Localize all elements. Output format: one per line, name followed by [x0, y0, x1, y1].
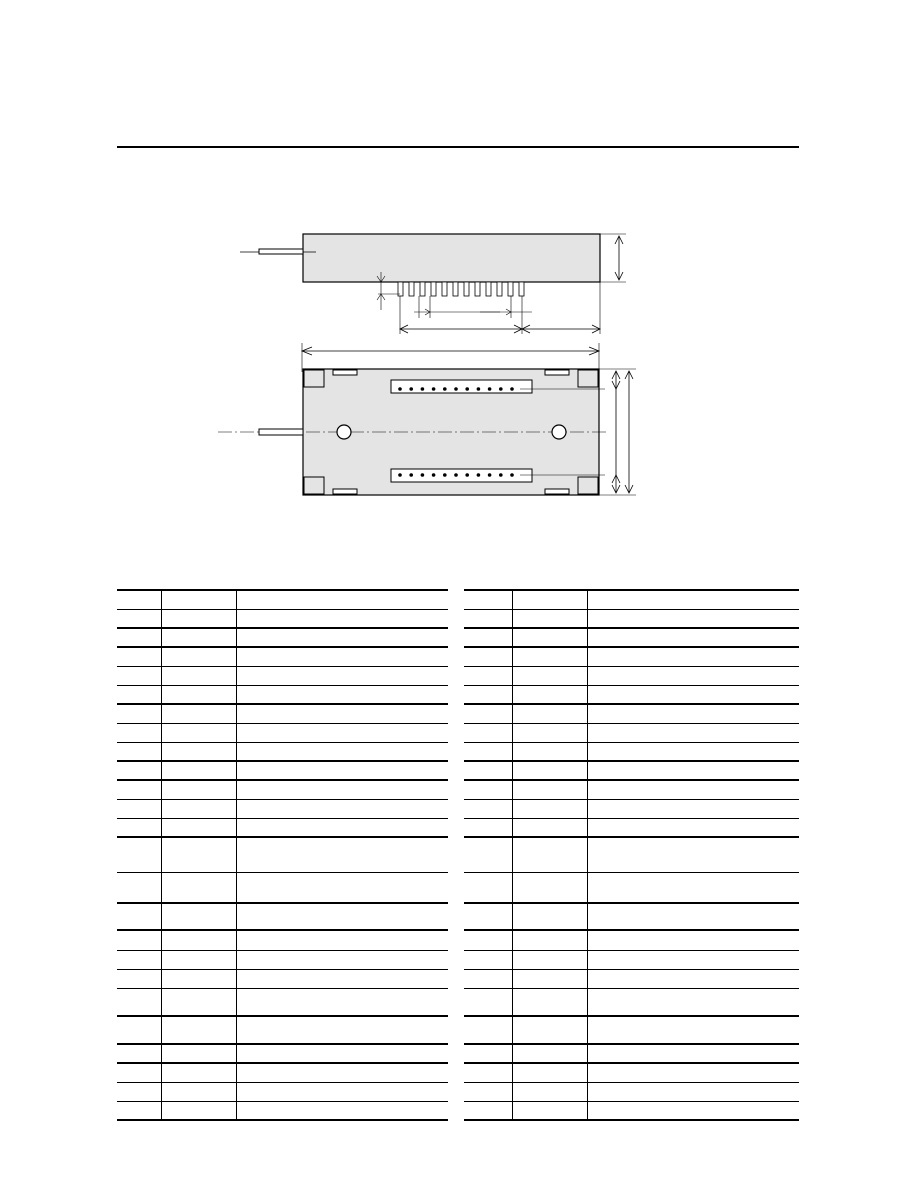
- pin-dot-upper: [499, 387, 503, 391]
- table-row: [464, 666, 799, 685]
- table-row: [117, 761, 448, 780]
- table-cell: [587, 1044, 799, 1063]
- table-row: [464, 780, 799, 799]
- table-cell: [464, 969, 512, 988]
- pin-dot-upper: [421, 387, 425, 391]
- table-row: [464, 685, 799, 704]
- table-cell: [587, 799, 799, 818]
- table-cell: [117, 818, 161, 837]
- pin-dot-upper: [488, 387, 492, 391]
- table-cell: [117, 799, 161, 818]
- table-cell: [587, 1082, 799, 1101]
- table-cell: [587, 872, 799, 903]
- table-cell: [464, 988, 512, 1016]
- table-cell: [236, 628, 448, 647]
- table-cell: [117, 837, 161, 872]
- table-cell: [512, 780, 587, 799]
- table-row: [117, 742, 448, 761]
- table-cell: [236, 1082, 448, 1101]
- table-row: [117, 969, 448, 988]
- table-row: [464, 903, 799, 930]
- table-cell: [161, 969, 236, 988]
- table-row: [117, 837, 448, 872]
- table-cell: [236, 969, 448, 988]
- table-cell: [464, 742, 512, 761]
- table-cell: [236, 872, 448, 903]
- table-cell: [161, 647, 236, 666]
- table-row: [117, 988, 448, 1016]
- table-cell: [236, 780, 448, 799]
- table-cell: [161, 780, 236, 799]
- table-row: [117, 666, 448, 685]
- table-cell: [236, 1016, 448, 1044]
- table-cell: [464, 761, 512, 780]
- table-cell: [117, 685, 161, 704]
- table-cell: [587, 1063, 799, 1082]
- table-row: [464, 742, 799, 761]
- table-row: [464, 1101, 799, 1120]
- table-cell: [512, 903, 587, 930]
- table-row: [464, 818, 799, 837]
- table-row: [117, 723, 448, 742]
- table-cell: [117, 903, 161, 930]
- table-cell: [117, 969, 161, 988]
- table-cell: [512, 1082, 587, 1101]
- table-cell: [464, 628, 512, 647]
- table-cell: [587, 1101, 799, 1120]
- table-cell: [117, 1082, 161, 1101]
- corner-pad-tl: [304, 370, 324, 387]
- table-cell: [161, 685, 236, 704]
- table-cell: [587, 903, 799, 930]
- side-pin: [519, 282, 524, 296]
- table-cell: [512, 761, 587, 780]
- edge-tab-tl: [333, 370, 357, 375]
- table-cell: [236, 609, 448, 628]
- pin-dot-upper: [398, 387, 402, 391]
- table-cell: [512, 609, 587, 628]
- table-cell: [587, 704, 799, 723]
- side-pin: [453, 282, 458, 296]
- table-cell: [161, 903, 236, 930]
- table-row: [464, 704, 799, 723]
- table-cell: [512, 704, 587, 723]
- table-cell: [512, 930, 587, 950]
- table-cell: [587, 1016, 799, 1044]
- table-cell: [161, 872, 236, 903]
- side-pin: [464, 282, 469, 296]
- table-cell: [587, 647, 799, 666]
- table-cell: [117, 761, 161, 780]
- table-row: [464, 1082, 799, 1101]
- table-cell: [587, 723, 799, 742]
- pin-dot-upper: [432, 387, 436, 391]
- table-cell: [236, 837, 448, 872]
- table-row: [117, 818, 448, 837]
- table-cell: [512, 723, 587, 742]
- table-cell: [464, 872, 512, 903]
- table-cell: [236, 988, 448, 1016]
- table-cell: [236, 647, 448, 666]
- table-cell: [587, 609, 799, 628]
- table-cell: [236, 1101, 448, 1120]
- table-cell: [512, 818, 587, 837]
- table-cell: [512, 666, 587, 685]
- table-cell: [236, 903, 448, 930]
- table-cell: [587, 988, 799, 1016]
- table-cell: [117, 723, 161, 742]
- side-pin: [497, 282, 502, 296]
- table-cell: [117, 628, 161, 647]
- table-row: [464, 609, 799, 628]
- table-cell: [117, 988, 161, 1016]
- table-row: [117, 685, 448, 704]
- table-row: [464, 988, 799, 1016]
- table-cell: [464, 590, 512, 609]
- top-view: [218, 369, 636, 495]
- table-cell: [464, 903, 512, 930]
- table-row: [464, 1016, 799, 1044]
- table-cell: [587, 628, 799, 647]
- table-cell: [512, 837, 587, 872]
- table-row: [464, 1063, 799, 1082]
- side-pin: [409, 282, 414, 296]
- table-cell: [161, 950, 236, 969]
- pin-dot-upper: [510, 387, 514, 391]
- table-row: [464, 590, 799, 609]
- table-row: [117, 704, 448, 723]
- table-row: [464, 969, 799, 988]
- table-cell: [464, 799, 512, 818]
- table-row: [117, 780, 448, 799]
- table-cell: [464, 1063, 512, 1082]
- table-cell: [587, 666, 799, 685]
- table-cell: [236, 742, 448, 761]
- pin-dot-lower: [477, 473, 481, 477]
- table-cell: [464, 780, 512, 799]
- table-row: [464, 723, 799, 742]
- corner-pad-br: [578, 477, 598, 494]
- pin-dot-lower: [432, 473, 436, 477]
- table-cell: [464, 1044, 512, 1063]
- table-cell: [117, 872, 161, 903]
- table-cell: [464, 685, 512, 704]
- table-cell: [236, 799, 448, 818]
- side-pin: [508, 282, 513, 296]
- pin-dot-lower: [443, 473, 447, 477]
- table-row: [464, 1044, 799, 1063]
- table-cell: [512, 685, 587, 704]
- table-cell: [464, 704, 512, 723]
- table-row: [117, 590, 448, 609]
- table-cell: [512, 742, 587, 761]
- pin-dot-lower: [510, 473, 514, 477]
- table-cell: [512, 647, 587, 666]
- table-cell: [236, 723, 448, 742]
- table-cell: [161, 742, 236, 761]
- table-cell: [236, 818, 448, 837]
- side-lead: [259, 249, 303, 254]
- table-row: [117, 1101, 448, 1120]
- table-cell: [587, 761, 799, 780]
- table-cell: [512, 950, 587, 969]
- table-row: [117, 1044, 448, 1063]
- pin-dot-lower: [398, 473, 402, 477]
- table-cell: [587, 590, 799, 609]
- table-cell: [117, 1044, 161, 1063]
- table-cell: [161, 837, 236, 872]
- table-row: [117, 872, 448, 903]
- table-cell: [512, 1016, 587, 1044]
- corner-pad-bl: [304, 477, 324, 494]
- table-row: [117, 799, 448, 818]
- table-cell: [161, 818, 236, 837]
- table-cell: [117, 704, 161, 723]
- pin-dot-lower: [409, 473, 413, 477]
- table-cell: [117, 1016, 161, 1044]
- side-pin: [475, 282, 480, 296]
- table-cell: [464, 1101, 512, 1120]
- table-cell: [512, 628, 587, 647]
- table-cell: [587, 837, 799, 872]
- table-cell: [117, 742, 161, 761]
- table-row: [464, 872, 799, 903]
- table-row: [117, 628, 448, 647]
- table-cell: [236, 666, 448, 685]
- pin-table-left: [117, 589, 448, 1121]
- table-row: [464, 950, 799, 969]
- table-cell: [236, 685, 448, 704]
- table-cell: [464, 723, 512, 742]
- table-cell: [464, 930, 512, 950]
- corner-pad-tr: [578, 370, 598, 387]
- table-cell: [117, 950, 161, 969]
- table-cell: [161, 761, 236, 780]
- pin-dot-upper: [409, 387, 413, 391]
- table-row: [464, 799, 799, 818]
- table-cell: [236, 950, 448, 969]
- side-view: [240, 234, 626, 334]
- table-cell: [236, 1044, 448, 1063]
- table-cell: [161, 609, 236, 628]
- table-row: [117, 1063, 448, 1082]
- table-row: [117, 903, 448, 930]
- pin-dot-lower: [465, 473, 469, 477]
- table-row: [117, 930, 448, 950]
- table-cell: [161, 1082, 236, 1101]
- table-cell: [464, 837, 512, 872]
- table-cell: [161, 1101, 236, 1120]
- top-lead: [259, 429, 303, 435]
- table-cell: [587, 930, 799, 950]
- pin-dot-lower: [499, 473, 503, 477]
- table-row: [464, 647, 799, 666]
- edge-tab-bl: [333, 489, 357, 494]
- table-cell: [161, 704, 236, 723]
- mounting-hole-right: [552, 425, 566, 439]
- table-cell: [236, 761, 448, 780]
- table-cell: [117, 1101, 161, 1120]
- length-dimension: [302, 343, 599, 372]
- pin-dot-lower: [454, 473, 458, 477]
- table-row: [117, 1082, 448, 1101]
- table-cell: [161, 988, 236, 1016]
- side-pin: [431, 282, 436, 296]
- table-row: [117, 1016, 448, 1044]
- table-cell: [464, 1082, 512, 1101]
- table-cell: [161, 799, 236, 818]
- table-row: [117, 647, 448, 666]
- table-cell: [587, 950, 799, 969]
- table-cell: [236, 704, 448, 723]
- side-pin: [420, 282, 425, 296]
- pin-dot-upper: [454, 387, 458, 391]
- table-cell: [161, 930, 236, 950]
- table-cell: [161, 1016, 236, 1044]
- table-cell: [512, 1044, 587, 1063]
- pin-dot-lower: [488, 473, 492, 477]
- table-row: [464, 761, 799, 780]
- table-cell: [161, 1044, 236, 1063]
- table-cell: [117, 609, 161, 628]
- table-cell: [464, 1016, 512, 1044]
- table-cell: [161, 590, 236, 609]
- table-cell: [512, 872, 587, 903]
- table-cell: [161, 628, 236, 647]
- pin-dot-upper: [477, 387, 481, 391]
- table-cell: [236, 1063, 448, 1082]
- pin-table-right: [464, 589, 799, 1121]
- table-cell: [512, 1101, 587, 1120]
- side-pin: [442, 282, 447, 296]
- table-cell: [117, 930, 161, 950]
- table-cell: [512, 590, 587, 609]
- table-cell: [161, 1063, 236, 1082]
- table-cell: [117, 647, 161, 666]
- table-cell: [236, 930, 448, 950]
- table-cell: [587, 685, 799, 704]
- side-view-body: [303, 234, 600, 282]
- pin-dot-lower: [421, 473, 425, 477]
- table-cell: [161, 723, 236, 742]
- table-cell: [512, 988, 587, 1016]
- table-cell: [161, 666, 236, 685]
- table-row: [464, 628, 799, 647]
- table-cell: [117, 590, 161, 609]
- table-cell: [236, 590, 448, 609]
- table-cell: [117, 1063, 161, 1082]
- table-row: [117, 950, 448, 969]
- table-cell: [117, 666, 161, 685]
- mounting-hole-left: [337, 425, 351, 439]
- table-cell: [587, 969, 799, 988]
- side-pin: [486, 282, 491, 296]
- table-cell: [512, 969, 587, 988]
- edge-tab-tr: [545, 370, 569, 375]
- table-cell: [512, 799, 587, 818]
- pin-dot-upper: [443, 387, 447, 391]
- table-cell: [117, 780, 161, 799]
- side-pins: [398, 282, 524, 296]
- table-cell: [464, 609, 512, 628]
- package-drawing: [0, 0, 918, 560]
- table-row: [464, 930, 799, 950]
- table-cell: [464, 950, 512, 969]
- table-cell: [587, 780, 799, 799]
- table-row: [117, 609, 448, 628]
- table-cell: [464, 818, 512, 837]
- pin-dot-upper: [465, 387, 469, 391]
- table-cell: [587, 818, 799, 837]
- pin-row-upper: [391, 380, 532, 393]
- table-cell: [464, 647, 512, 666]
- table-cell: [512, 1063, 587, 1082]
- table-cell: [464, 666, 512, 685]
- table-cell: [587, 742, 799, 761]
- table-row: [464, 837, 799, 872]
- edge-tab-br: [545, 489, 569, 494]
